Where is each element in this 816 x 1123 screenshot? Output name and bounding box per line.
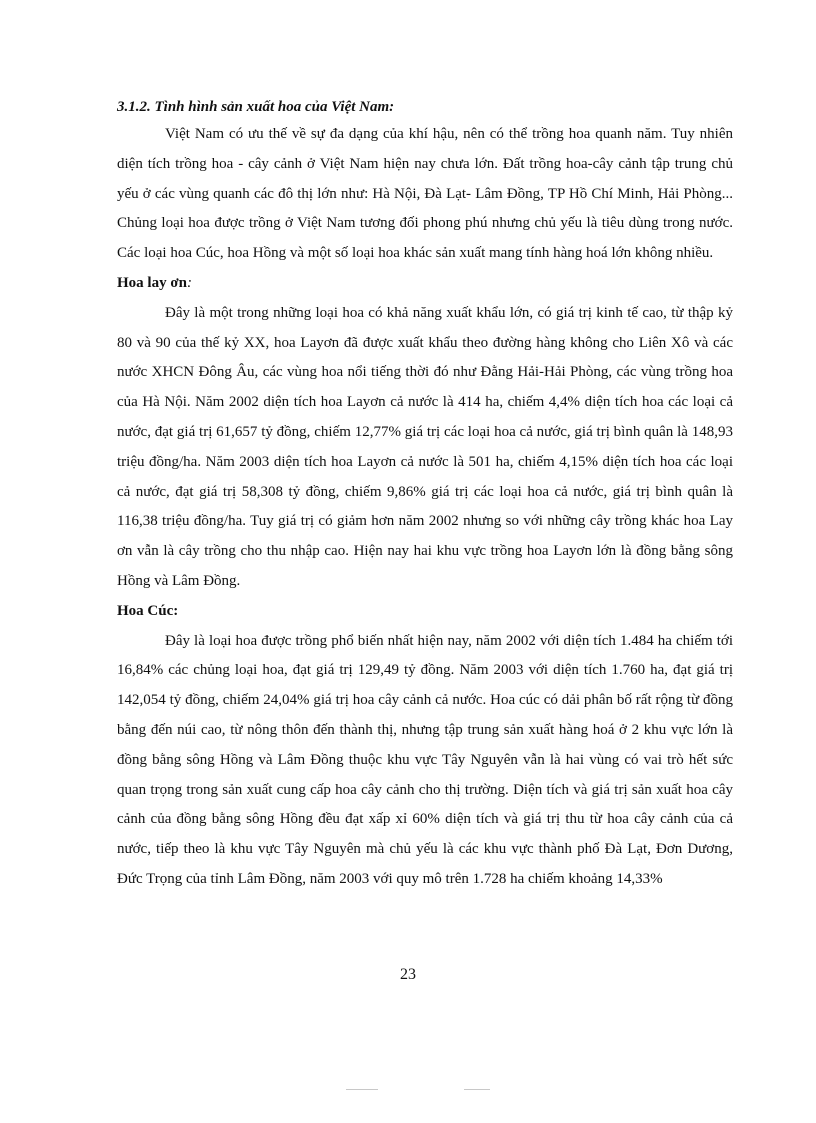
gladiolus-heading-text: Hoa lay ơn [117, 274, 187, 291]
page-number: 23 [400, 966, 416, 983]
intro-paragraph: Việt Nam có ưu thế về sự đa dạng của khí hậu, nên có thể trồng hoa quanh năm. Tuy nhiên diện tích trồng hoa - cây cảnh ở Việt Nam hiện nay chưa lớn. Đất trồng hoa-cây cảnh tập trung chủ yếu ở các vùng quanh các đô thị lớn như: Hà Nội, Đà Lạt- Lâm Đồng, TP Hồ Chí Minh, Hải Phòng... Chủng loại hoa được trồng ở Việt Nam tương đối phong phú nhưng chủ yếu là tiêu dùng trong nước. Các loại hoa Cúc, hoa Hồng và một số loại hoa khác sản xuất mang tính hàng hoá lớn không nhiều. [117, 126, 733, 262]
gladiolus-heading-colon: : [186, 274, 192, 291]
page-body [117, 96, 733, 895]
scan-artifact-mark [464, 1089, 490, 1090]
gladiolus-paragraph: Đây là một trong những loại hoa có khả năng xuất khẩu lớn, có giá trị kinh tế cao, từ thập kỷ 80 và 90 của thế kỷ XX, hoa Layơn đã được xuất khẩu theo đường hàng không cho Liên Xô và các nước XHCN Đông Âu, các vùng hoa nổi tiếng thời đó như Đằng Hải-Hải Phòng, các vùng trồng hoa của Hà Nội. Năm 2002 diện tích hoa Layơn cả nước là 414 ha, chiếm 4,4% diện tích hoa các loại cả nước, đạt giá trị 61,657 tỷ đồng, chiếm 12,77% giá trị các loại hoa cả nước, giá trị bình quân là 148,93 triệu đồng/ha. Năm 2003 diện tích hoa Layơn cả nước là 501 ha, chiếm 4,15% diện tích hoa các loại cả nước, đạt giá trị 58,308 tỷ đồng, chiếm 9,86% giá trị các loại hoa cả nước, giá trị bình quân là 116,38 triệu đồng/ha. Tuy giá trị có giảm hơn năm 2002 nhưng so với những cây trồng khác hoa Lay ơn vẫn là cây trồng cho thu nhập cao. Hiện nay hai khu vực trồng hoa Layơn lớn là đồng bằng sông Hồng và Lâm Đồng. [117, 304, 733, 589]
chrysanthemum-heading: Hoa Cúc: [117, 602, 179, 619]
section-title: 3.1.2. Tình hình sản xuất hoa của Việt Nam: [117, 99, 395, 115]
gladiolus-heading [117, 269, 733, 299]
scan-artifact-mark [346, 1089, 378, 1090]
chrysanthemum-paragraph: Đây là loại hoa được trồng phổ biến nhất hiện nay, năm 2002 với diện tích 1.484 ha chiếm tới 16,84% các chủng loại hoa, đạt giá trị 129,49 tỷ đồng. Năm 2003 với diện tích 1.760 ha, đạt giá trị 142,054 tỷ đồng, chiếm 24,04% giá trị hoa cây cảnh cả nước. Hoa cúc có dải phân bố rất rộng từ đồng bằng đến núi cao, từ nông thôn đến thành thị, nhưng tập trung sản xuất hàng hoá ở 2 khu vực lớn là đồng bằng sông Hồng và Lâm Đồng thuộc khu vực Tây Nguyên vẫn là hai vùng có vai trò hết sức quan trọng trong sản xuất cung cấp hoa cây cảnh cho thị trường. Diện tích và giá trị sản xuất hoa cây cảnh của đồng bằng sông Hồng đều đạt xấp xỉ 60% diện tích và giá trị thu từ hoa cây cảnh của cả nước, tiếp theo là khu vực Tây Nguyên mà chủ yếu là các khu vực thành phố Đà Lạt, Đơn Dương, Đức Trọng của tỉnh Lâm Đồng, năm 2003 với quy mô trên 1.728 ha chiếm khoảng 14,33% [117, 632, 733, 887]
